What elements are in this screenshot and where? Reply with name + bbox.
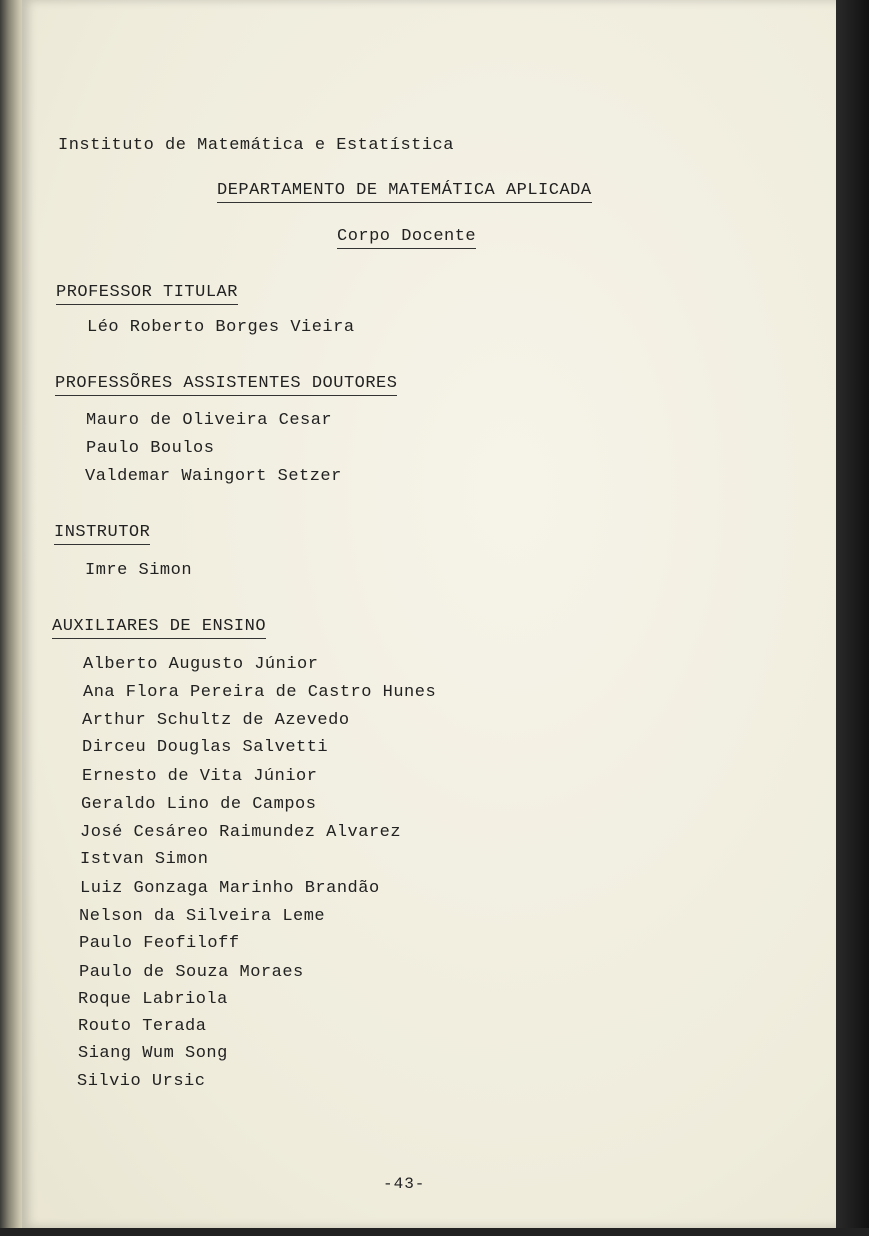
page-number: -43-	[383, 1175, 426, 1193]
name-assistente: Paulo Boulos	[86, 439, 215, 458]
section-heading-instrutor: INSTRUTOR	[54, 523, 150, 545]
department-title: DEPARTAMENTO DE MATEMÁTICA APLICADA	[217, 181, 592, 203]
name-auxiliar: Nelson da Silveira Leme	[79, 907, 326, 926]
section-heading-assistentes: PROFESSÕRES ASSISTENTES DOUTORES	[55, 374, 397, 396]
name-auxiliar: Geraldo Lino de Campos	[81, 795, 317, 814]
name-auxiliar: Silvio Ursic	[77, 1072, 206, 1091]
name-auxiliar: Siang Wum Song	[78, 1044, 228, 1063]
page-bottom-edge	[0, 1228, 869, 1236]
name-auxiliar: Ernesto de Vita Júnior	[82, 767, 318, 786]
subtitle: Corpo Docente	[337, 227, 476, 249]
name-auxiliar: Ana Flora Pereira de Castro Hunes	[83, 683, 437, 702]
name-auxiliar: Istvan Simon	[80, 850, 209, 869]
name-titular: Léo Roberto Borges Vieira	[87, 318, 355, 337]
name-auxiliar: Paulo de Souza Moraes	[79, 963, 304, 982]
name-auxiliar: José Cesáreo Raimundez Alvarez	[80, 823, 402, 842]
name-auxiliar: Roque Labriola	[78, 990, 228, 1009]
name-instrutor: Imre Simon	[85, 561, 193, 580]
name-assistente: Valdemar Waingort Setzer	[85, 467, 342, 486]
section-heading-auxiliares: AUXILIARES DE ENSINO	[52, 617, 266, 639]
name-auxiliar: Routo Terada	[78, 1017, 207, 1036]
name-auxiliar: Paulo Feofiloff	[79, 934, 240, 953]
institute-title: Instituto de Matemática e Estatística	[58, 136, 454, 155]
name-assistente: Mauro de Oliveira Cesar	[86, 411, 333, 430]
name-auxiliar: Arthur Schultz de Azevedo	[82, 711, 350, 730]
name-auxiliar: Dirceu Douglas Salvetti	[82, 738, 329, 757]
name-auxiliar: Luiz Gonzaga Marinho Brandão	[80, 879, 380, 898]
name-auxiliar: Alberto Augusto Júnior	[83, 655, 319, 674]
section-heading-titular: PROFESSOR TITULAR	[56, 283, 238, 305]
page-right-edge	[836, 0, 869, 1236]
